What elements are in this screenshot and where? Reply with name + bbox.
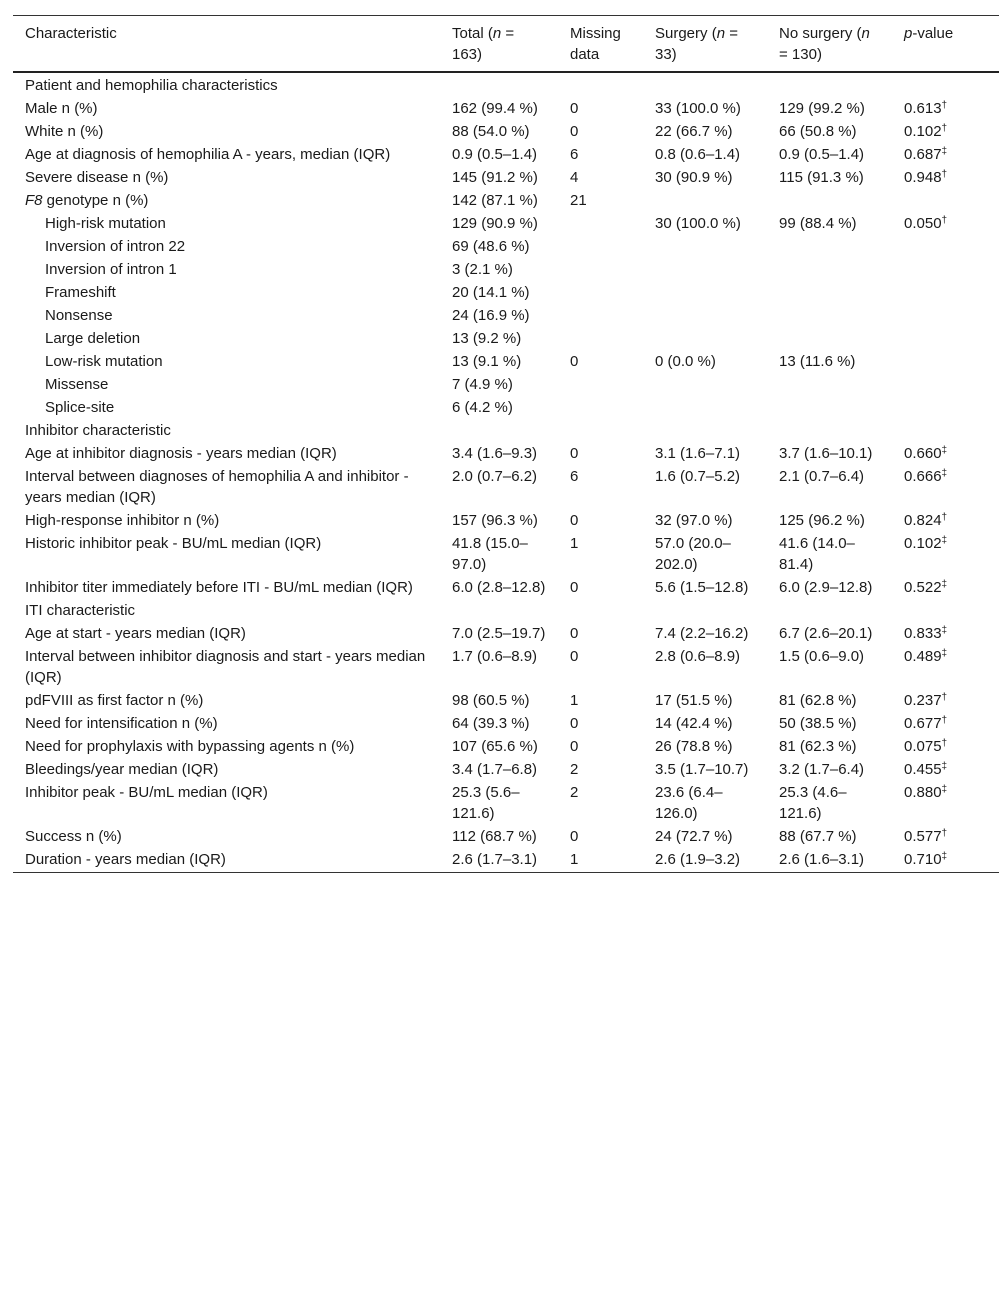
table-header (13, 16, 999, 73)
cell-no-surgery: 2.6 (1.6–3.1) (779, 851, 865, 868)
row-label-text: Inhibitor titer immediately before ITI - BU/mL median (IQR) (25, 579, 413, 596)
cell-total: 7 (4.9 %) (452, 376, 513, 393)
cell-total: 2.6 (1.7–3.1) (452, 851, 538, 868)
cell-total: 98 (60.5 %) (452, 692, 530, 709)
row-label-text: Low-risk mutation (45, 353, 163, 370)
cell-no-surgery: 6.7 (2.6–20.1) (779, 625, 873, 642)
p-value-number: 0.455 (904, 761, 942, 778)
cell-surgery: 30 (90.9 %) (655, 169, 733, 186)
p-value-number: 0.102 (904, 535, 942, 552)
section-row (13, 600, 999, 623)
row-label-text: Severe disease n (%) (25, 169, 169, 186)
cell-missing: 0 (570, 445, 579, 462)
row-label (13, 236, 440, 259)
table-row (13, 282, 999, 305)
cell-missing: 1 (570, 692, 579, 709)
cell-total: 112 (68.7 %) (452, 828, 537, 845)
cell-no-surgery: 13 (11.6 %) (779, 353, 856, 370)
p-value-footnote-mark: ‡ (941, 535, 948, 546)
p-value-number: 0.613 (904, 100, 942, 117)
row-label (13, 328, 440, 351)
cell-surgery: 22 (66.7 %) (655, 123, 733, 140)
row-label (13, 690, 440, 713)
row-label-text: High-risk mutation (45, 215, 166, 232)
cell-surgery: 14 (42.4 %) (655, 715, 733, 732)
table-row (13, 374, 999, 397)
p-value-footnote-mark: ‡ (941, 761, 948, 772)
cell-missing (558, 397, 643, 420)
row-label (13, 213, 440, 236)
cell-surgery: 1.6 (0.7–5.2) (655, 468, 741, 485)
cell-surgery: 2.8 (0.6–8.9) (655, 648, 741, 665)
table-body (13, 72, 999, 873)
cell-no-surgery: 3.2 (1.7–6.4) (779, 761, 865, 778)
cell-no-surgery: 115 (91.3 %) (779, 169, 864, 186)
cell-surgery (643, 236, 767, 259)
cell-total: 13 (9.1 %) (452, 353, 522, 370)
cell-total: 69 (48.6 %) (452, 238, 530, 255)
row-label-text: High-response inhibitor n (%) (25, 512, 220, 529)
cell-surgery (643, 282, 767, 305)
row-label-text: Inhibitor peak - BU/mL median (IQR) (25, 784, 268, 801)
section-label: ITI characteristic (25, 602, 136, 619)
cell-surgery (643, 397, 767, 420)
cell-p-value (892, 713, 999, 736)
cell-total: 20 (14.1 %) (452, 284, 530, 301)
table-row (13, 144, 999, 167)
cell-surgery: 2.6 (1.9–3.2) (655, 851, 741, 868)
cell-surgery (643, 305, 767, 328)
row-label (13, 510, 440, 533)
row-label-text: White n (%) (25, 123, 104, 140)
table-row (13, 328, 999, 351)
p-value-footnote-mark: ‡ (941, 445, 948, 456)
p-value-footnote-mark: † (941, 692, 948, 703)
table-row (13, 236, 999, 259)
row-label-text: Duration - years median (IQR) (25, 851, 226, 868)
row-label (13, 623, 440, 646)
row-label (13, 849, 440, 873)
cell-p-value (892, 690, 999, 713)
cell-p-value (892, 328, 999, 351)
characteristics-table (13, 15, 999, 873)
p-value-number: 0.660 (904, 445, 942, 462)
cell-missing: 0 (570, 625, 579, 642)
cell-no-surgery: 50 (38.5 %) (779, 715, 857, 732)
cell-p-value (892, 510, 999, 533)
table-row (13, 190, 999, 213)
row-label (13, 577, 440, 600)
cell-missing: 6 (570, 468, 579, 485)
cell-total: 3.4 (1.7–6.8) (452, 761, 538, 778)
row-label-text: Age at diagnosis of hemophilia A - years, median (IQR) (25, 146, 391, 163)
p-value-number: 0.710 (904, 851, 942, 868)
p-value-number: 0.824 (904, 512, 942, 529)
cell-no-surgery: 99 (88.4 %) (779, 215, 857, 232)
cell-p-value (892, 167, 999, 190)
cell-no-surgery: 88 (67.7 %) (779, 828, 857, 845)
row-label (13, 646, 440, 690)
row-label-text: Success n (%) (25, 828, 122, 845)
row-label-text: Bleedings/year median (IQR) (25, 761, 219, 778)
p-value-number: 0.102 (904, 123, 942, 140)
row-label-text: Splice-site (45, 399, 115, 416)
cell-no-surgery: 0.9 (0.5–1.4) (779, 146, 865, 163)
p-value-footnote-mark: ‡ (941, 784, 948, 795)
cell-surgery: 30 (100.0 %) (655, 215, 741, 232)
table-row (13, 646, 999, 690)
cell-no-surgery (767, 397, 892, 420)
cell-no-surgery: 25.3 (4.6–121.6) (779, 784, 847, 822)
cell-total: 0.9 (0.5–1.4) (452, 146, 538, 163)
cell-surgery: 3.5 (1.7–10.7) (655, 761, 749, 778)
row-label (13, 121, 440, 144)
cell-p-value (892, 826, 999, 849)
cell-p-value (892, 736, 999, 759)
row-label (13, 259, 440, 282)
cell-missing: 0 (570, 579, 579, 596)
row-label (13, 98, 440, 121)
header-row (13, 16, 999, 73)
row-label (13, 282, 440, 305)
cell-p-value (892, 121, 999, 144)
p-value-number: 0.666 (904, 468, 942, 485)
cell-no-surgery: 129 (99.2 %) (779, 100, 865, 117)
cell-missing: 4 (570, 169, 579, 186)
row-label-text: Need for intensification n (%) (25, 715, 218, 732)
row-label-text: Inversion of intron 22 (45, 238, 186, 255)
table-row (13, 443, 999, 466)
row-label (13, 533, 440, 577)
header-missing: Missing data (570, 25, 621, 63)
table-row (13, 305, 999, 328)
cell-total: 162 (99.4 %) (452, 100, 538, 117)
p-value-number: 0.237 (904, 692, 942, 709)
cell-total: 129 (90.9 %) (452, 215, 538, 232)
cell-no-surgery: 41.6 (14.0–81.4) (779, 535, 855, 573)
cell-missing (558, 305, 643, 328)
p-value-number: 0.677 (904, 715, 942, 732)
p-value-number: 0.522 (904, 579, 942, 596)
cell-p-value (892, 623, 999, 646)
cell-total: 7.0 (2.5–19.7) (452, 625, 546, 642)
table-row (13, 782, 999, 826)
table-row (13, 259, 999, 282)
table-row (13, 510, 999, 533)
cell-total: 1.7 (0.6–8.9) (452, 648, 538, 665)
table-row (13, 713, 999, 736)
cell-surgery: 7.4 (2.2–16.2) (655, 625, 749, 642)
cell-p-value (892, 374, 999, 397)
cell-total: 3 (2.1 %) (452, 261, 513, 278)
table-row (13, 213, 999, 236)
cell-missing: 0 (570, 123, 579, 140)
p-value-footnote-mark: † (941, 738, 948, 749)
cell-missing: 0 (570, 512, 579, 529)
cell-p-value (892, 144, 999, 167)
cell-missing (558, 328, 643, 351)
cell-missing: 0 (570, 738, 579, 755)
cell-surgery (643, 190, 767, 213)
cell-surgery (643, 328, 767, 351)
cell-missing: 1 (570, 535, 579, 552)
cell-total: 3.4 (1.6–9.3) (452, 445, 538, 462)
cell-no-surgery (767, 190, 892, 213)
table-row (13, 121, 999, 144)
row-label (13, 305, 440, 328)
row-label-text: pdFVIII as first factor n (%) (25, 692, 204, 709)
row-label-text: Age at inhibitor diagnosis - years median (IQR) (25, 445, 337, 462)
cell-p-value (892, 577, 999, 600)
cell-missing: 0 (570, 353, 579, 370)
table-row (13, 533, 999, 577)
cell-surgery: 33 (100.0 %) (655, 100, 741, 117)
cell-total: 6 (4.2 %) (452, 399, 513, 416)
cell-missing: 21 (570, 192, 587, 209)
cell-surgery: 5.6 (1.5–12.8) (655, 579, 749, 596)
row-label (13, 466, 440, 510)
table-row (13, 736, 999, 759)
table-row (13, 690, 999, 713)
row-label-text: Male n (%) (25, 100, 98, 117)
row-label-text: Historic inhibitor peak - BU/mL median (IQR) (25, 535, 322, 552)
row-label-text: Frameshift (45, 284, 116, 301)
cell-surgery: 23.6 (6.4–126.0) (655, 784, 723, 822)
cell-total: 13 (9.2 %) (452, 330, 522, 347)
row-label (13, 759, 440, 782)
p-value-footnote-mark: † (941, 828, 948, 839)
cell-p-value (892, 213, 999, 236)
cell-p-value (892, 351, 999, 374)
cell-no-surgery (767, 305, 892, 328)
cell-surgery (643, 374, 767, 397)
p-value-footnote-mark: † (941, 169, 948, 180)
cell-total: 142 (87.1 %) (452, 192, 538, 209)
header-total: Total (n = 163) (452, 25, 515, 63)
row-label (13, 397, 440, 420)
p-value-footnote-mark: ‡ (941, 625, 948, 636)
row-label (13, 144, 440, 167)
cell-p-value (892, 533, 999, 577)
section-row (13, 420, 999, 443)
row-label (13, 713, 440, 736)
cell-p-value (892, 305, 999, 328)
cell-total: 145 (91.2 %) (452, 169, 538, 186)
row-label-text: Interval between diagnoses of hemophilia A and inhibitor - years median (IQR) (25, 468, 409, 506)
cell-missing (558, 259, 643, 282)
table-row (13, 623, 999, 646)
p-value-footnote-mark: ‡ (941, 648, 948, 659)
p-value-number: 0.075 (904, 738, 942, 755)
cell-no-surgery (767, 374, 892, 397)
cell-p-value (892, 236, 999, 259)
cell-missing: 0 (570, 715, 579, 732)
cell-p-value (892, 98, 999, 121)
cell-p-value (892, 443, 999, 466)
row-label-text: Interval between inhibitor diagnosis and start - years median (IQR) (25, 648, 426, 686)
cell-p-value (892, 282, 999, 305)
cell-no-surgery: 3.7 (1.6–10.1) (779, 445, 873, 462)
cell-no-surgery: 81 (62.8 %) (779, 692, 857, 709)
row-label (13, 736, 440, 759)
row-label-text: Inversion of intron 1 (45, 261, 177, 278)
row-label (13, 782, 440, 826)
gene-name: F8 (25, 192, 43, 209)
table-row (13, 98, 999, 121)
p-value-footnote-mark: ‡ (941, 851, 948, 862)
header-surgery: Surgery (n = 33) (655, 25, 738, 63)
cell-no-surgery: 2.1 (0.7–6.4) (779, 468, 865, 485)
cell-missing: 2 (570, 784, 579, 801)
cell-no-surgery (767, 282, 892, 305)
row-label (13, 374, 440, 397)
p-value-footnote-mark: † (941, 100, 948, 111)
p-value-footnote-mark: ‡ (941, 579, 948, 590)
cell-p-value (892, 646, 999, 690)
cell-missing: 0 (570, 828, 579, 845)
p-value-footnote-mark: † (941, 123, 948, 134)
cell-total: 64 (39.3 %) (452, 715, 530, 732)
cell-missing (558, 236, 643, 259)
cell-missing (558, 374, 643, 397)
cell-surgery: 0.8 (0.6–1.4) (655, 146, 741, 163)
cell-total: 25.3 (5.6–121.6) (452, 784, 520, 822)
row-label-text: Need for prophylaxis with bypassing agents n (%) (25, 738, 355, 755)
cell-total: 2.0 (0.7–6.2) (452, 468, 538, 485)
p-value-number: 0.050 (904, 215, 942, 232)
table-row (13, 849, 999, 873)
cell-no-surgery: 125 (96.2 %) (779, 512, 865, 529)
p-value-number: 0.687 (904, 146, 942, 163)
cell-no-surgery: 1.5 (0.6–9.0) (779, 648, 865, 665)
cell-surgery: 0 (0.0 %) (655, 353, 716, 370)
table-row (13, 351, 999, 374)
row-label (13, 167, 440, 190)
section-label: Inhibitor characteristic (25, 422, 171, 439)
cell-missing: 2 (570, 761, 579, 778)
row-label (13, 826, 440, 849)
table-row (13, 577, 999, 600)
p-value-footnote-mark: ‡ (941, 468, 948, 479)
cell-no-surgery: 6.0 (2.9–12.8) (779, 579, 873, 596)
table-row (13, 759, 999, 782)
cell-surgery: 17 (51.5 %) (655, 692, 733, 709)
row-label-text: Large deletion (45, 330, 141, 347)
cell-missing (558, 282, 643, 305)
cell-no-surgery: 66 (50.8 %) (779, 123, 857, 140)
header-no-surgery: No surgery (n = 130) (779, 25, 870, 63)
cell-surgery: 24 (72.7 %) (655, 828, 733, 845)
row-label-text: Missense (45, 376, 109, 393)
p-value-number: 0.577 (904, 828, 942, 845)
cell-p-value (892, 759, 999, 782)
cell-no-surgery: 81 (62.3 %) (779, 738, 857, 755)
table-row (13, 826, 999, 849)
cell-surgery (643, 259, 767, 282)
section-label: Patient and hemophilia characteristics (25, 77, 278, 94)
p-value-footnote-mark: † (941, 512, 948, 523)
p-value-footnote-mark: ‡ (941, 146, 948, 157)
cell-no-surgery (767, 328, 892, 351)
p-value-number: 0.880 (904, 784, 942, 801)
cell-surgery: 26 (78.8 %) (655, 738, 733, 755)
cell-p-value (892, 466, 999, 510)
cell-p-value (892, 782, 999, 826)
cell-surgery: 57.0 (20.0–202.0) (655, 535, 731, 573)
table-container (13, 15, 999, 873)
table-row (13, 466, 999, 510)
cell-total: 24 (16.9 %) (452, 307, 530, 324)
cell-missing: 6 (570, 146, 579, 163)
table-row (13, 397, 999, 420)
cell-missing: 1 (570, 851, 579, 868)
cell-no-surgery (767, 236, 892, 259)
p-value-number: 0.489 (904, 648, 942, 665)
row-label (13, 443, 440, 466)
cell-total: 107 (65.6 %) (452, 738, 538, 755)
header-characteristic: Characteristic (25, 25, 117, 42)
cell-total: 6.0 (2.8–12.8) (452, 579, 546, 596)
p-value-footnote-mark: † (941, 715, 948, 726)
cell-surgery: 3.1 (1.6–7.1) (655, 445, 741, 462)
cell-total: 88 (54.0 %) (452, 123, 530, 140)
cell-total: 157 (96.3 %) (452, 512, 538, 529)
row-label-text: genotype n (%) (42, 192, 149, 209)
cell-total: 41.8 (15.0–97.0) (452, 535, 528, 573)
cell-missing: 0 (570, 100, 579, 117)
row-label (13, 190, 440, 213)
p-value-number: 0.833 (904, 625, 942, 642)
cell-missing (558, 213, 643, 236)
row-label-text: Nonsense (45, 307, 113, 324)
cell-p-value (892, 190, 999, 213)
p-value-number: 0.948 (904, 169, 942, 186)
p-value-footnote-mark: † (941, 215, 948, 226)
cell-surgery: 32 (97.0 %) (655, 512, 733, 529)
row-label (13, 351, 440, 374)
section-row (13, 72, 999, 98)
cell-missing: 0 (570, 648, 579, 665)
row-label-text: Age at start - years median (IQR) (25, 625, 246, 642)
cell-p-value (892, 259, 999, 282)
cell-no-surgery (767, 259, 892, 282)
cell-p-value (892, 849, 999, 873)
cell-p-value (892, 397, 999, 420)
table-row (13, 167, 999, 190)
header-p-value: p-value (904, 25, 954, 42)
